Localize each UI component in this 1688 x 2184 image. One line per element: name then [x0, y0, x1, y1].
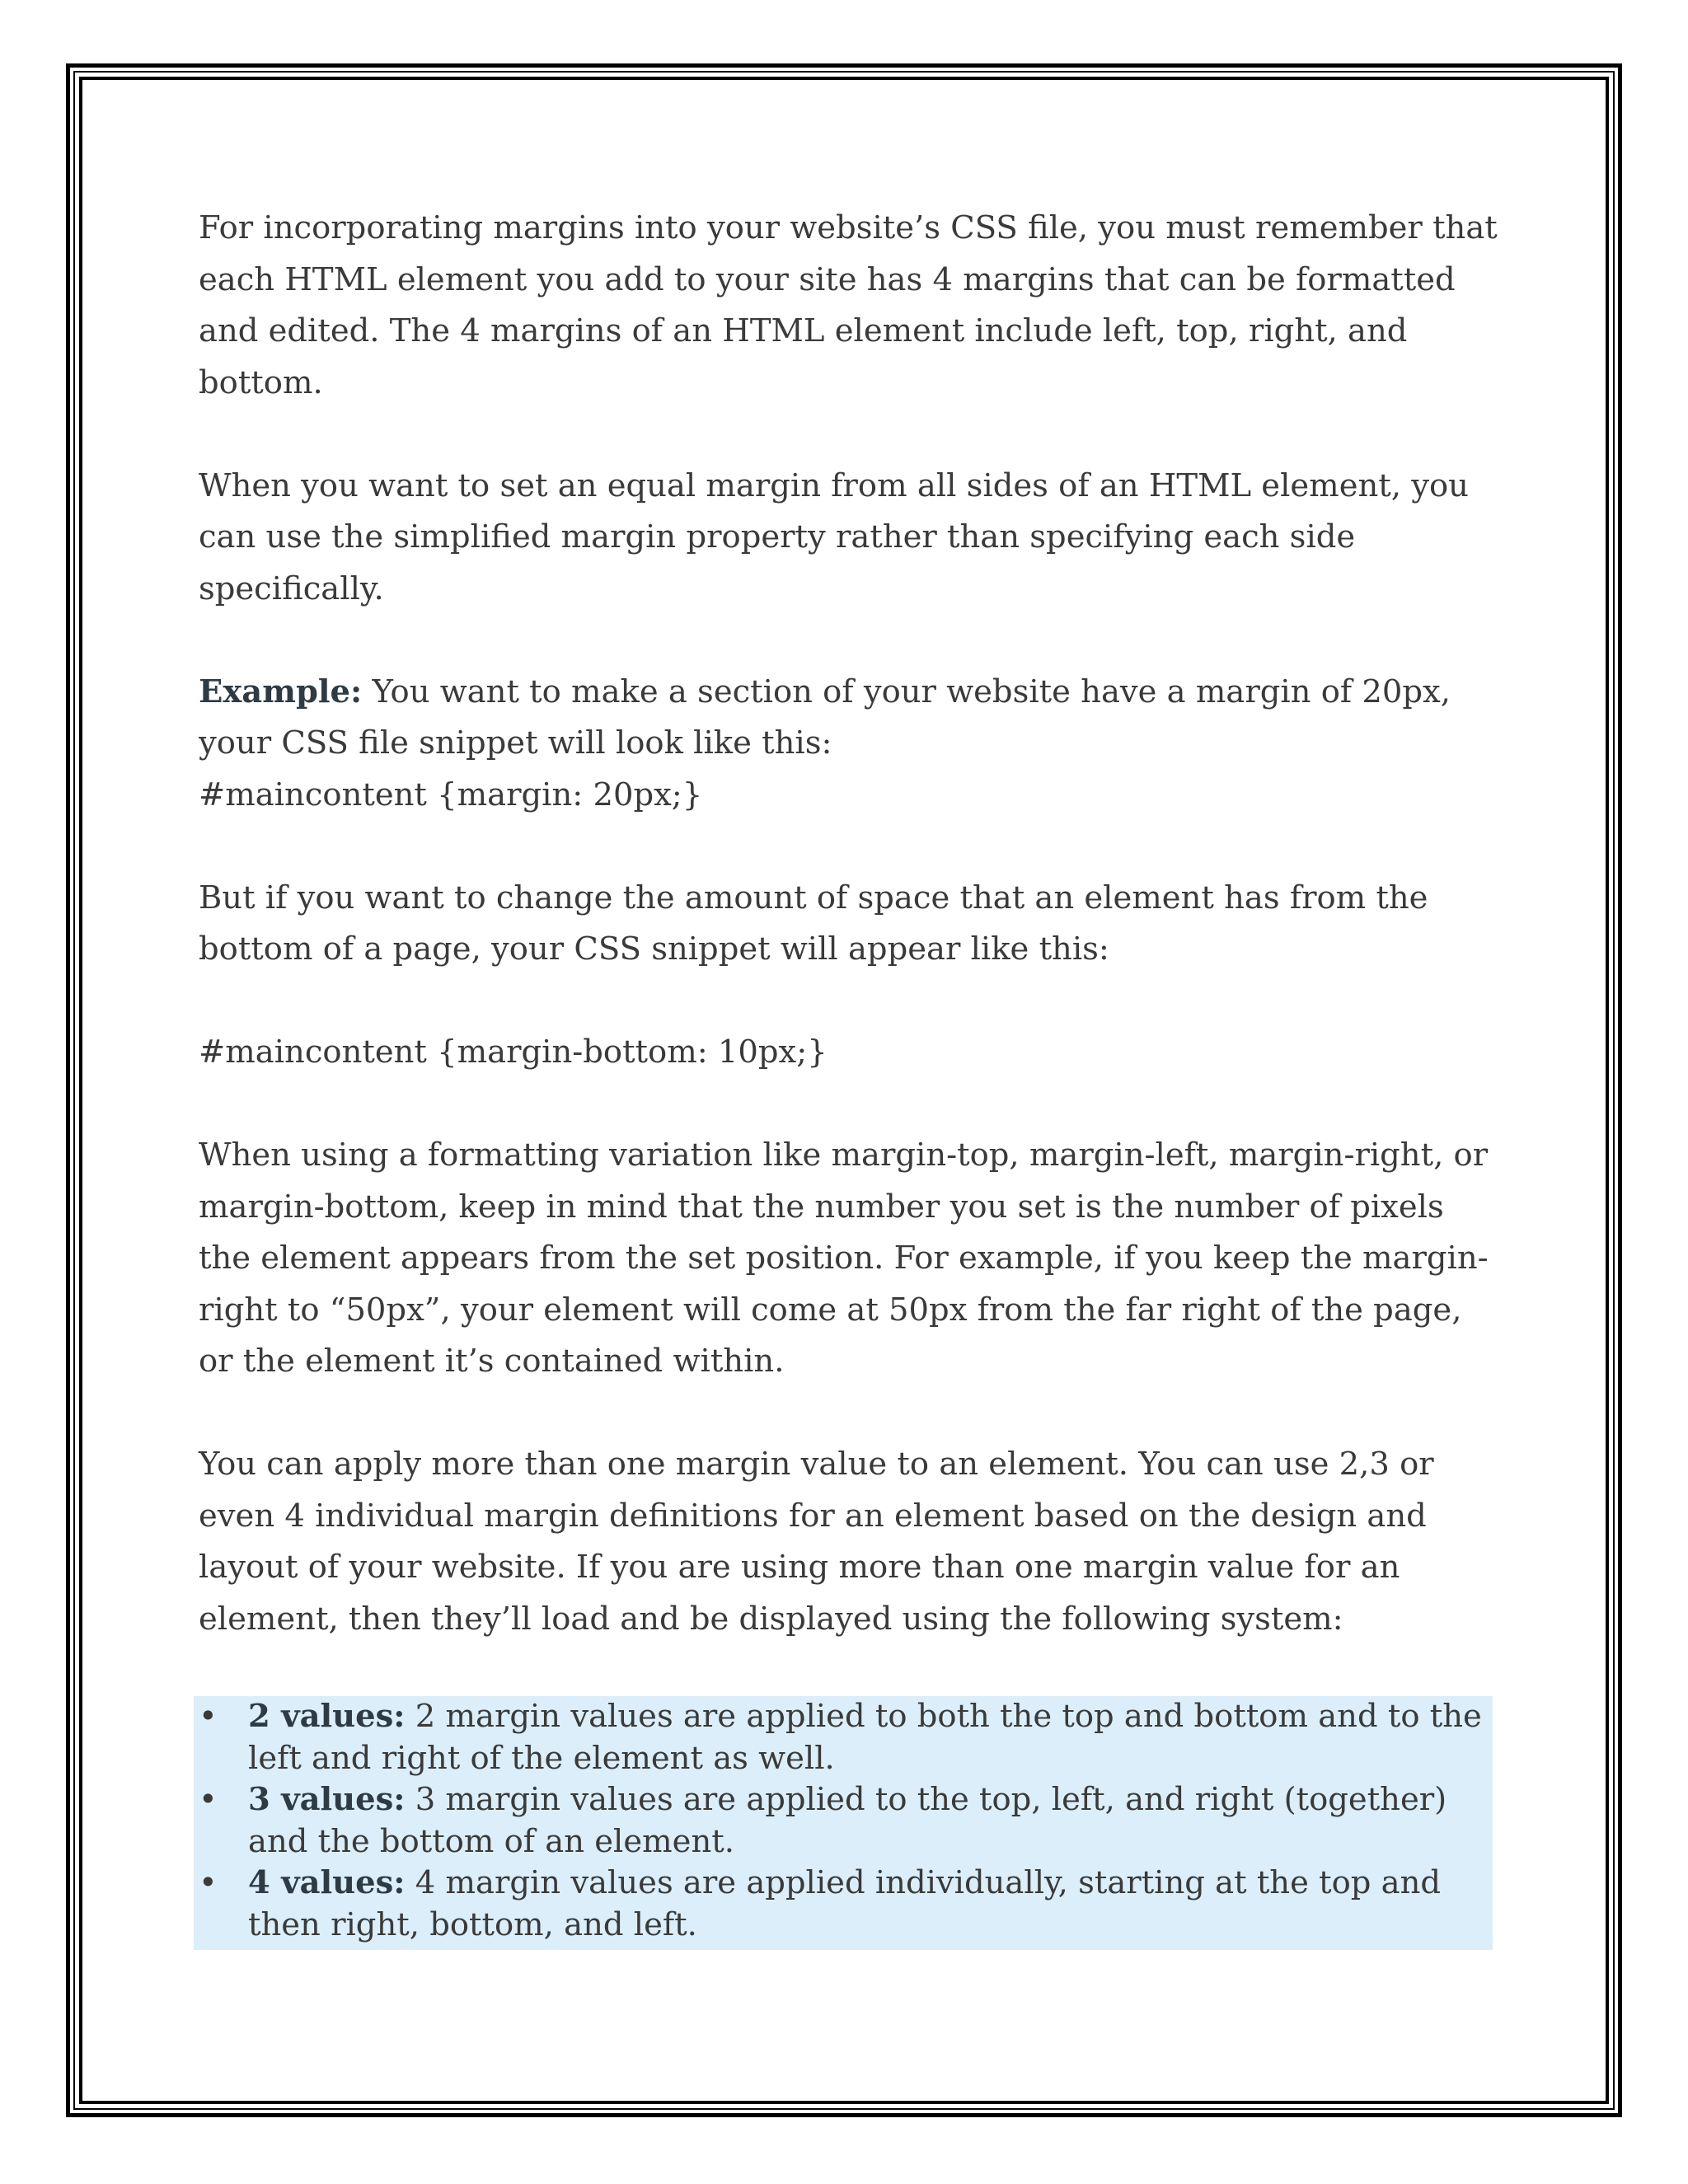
example-text: You want to make a section of your website have a margin of 20px, your CSS file snippet will look like this:	[199, 673, 1451, 762]
bullet-icon: •	[199, 1864, 218, 1901]
paragraph-formatting-variation: When using a formatting variation like margin-top, margin-left, margin-right, or margin-bottom, keep in mind that the number you set is the number of pixels the element appears from the set position. For example, if you keep the margin-right to “50px”, your element will come at 50px from the far right of the page, or the element it’s contained within.	[199, 1137, 1489, 1380]
list-item-text: 3 margin values are applied to the top, left, and right (together) and the bottom of an element.	[248, 1781, 1447, 1860]
paragraph-equal-margin: When you want to set an equal margin from all sides of an HTML element, you can use the simplified margin property rather than specifying each side specifically.	[199, 466, 1469, 607]
example-label: Example:	[199, 673, 363, 710]
margin-values-list	[199, 1696, 1493, 1946]
paragraph-margin-bottom: But if you want to change the amount of space that an element has from the bottom of a page, your CSS snippet will appear like this:	[199, 879, 1428, 968]
bullet-icon: •	[199, 1781, 218, 1818]
list-item-text: 4 margin values are applied individually, starting at the top and then right, bottom, and left.	[248, 1864, 1442, 1943]
list-item-label: 4 values:	[248, 1864, 406, 1901]
bullet-icon: •	[199, 1698, 218, 1735]
list-item-label: 3 values:	[248, 1781, 406, 1818]
code-snippet-margin: #maincontent {margin: 20px;}	[199, 776, 703, 813]
list-item	[199, 1696, 1493, 1779]
document-body	[199, 203, 1501, 1645]
list-item	[199, 1779, 1493, 1863]
list-item-label: 2 values:	[248, 1698, 406, 1735]
paragraph-example	[199, 667, 1501, 770]
list-item-text: 2 margin values are applied to both the top and bottom and to the left and right of the element as well.	[248, 1698, 1482, 1777]
list-item	[199, 1863, 1493, 1946]
paragraph-multiple-values: You can apply more than one margin value to an element. You can use 2,3 or even 4 individual margin definitions for an element based on the design and layout of your website. If you are using more than one margin value for an element, then they’ll load and be displayed using the following system:	[199, 1446, 1434, 1638]
code-snippet-margin-bottom: #maincontent {margin-bottom: 10px;}	[199, 1033, 828, 1071]
paragraph-margins-intro: For incorporating margins into your website’s CSS file, you must remember that each HTML element you add to your site has 4 margins that can be formatted and edited. The 4 margins of an HTML element include left, top, right, and bottom.	[199, 209, 1498, 401]
